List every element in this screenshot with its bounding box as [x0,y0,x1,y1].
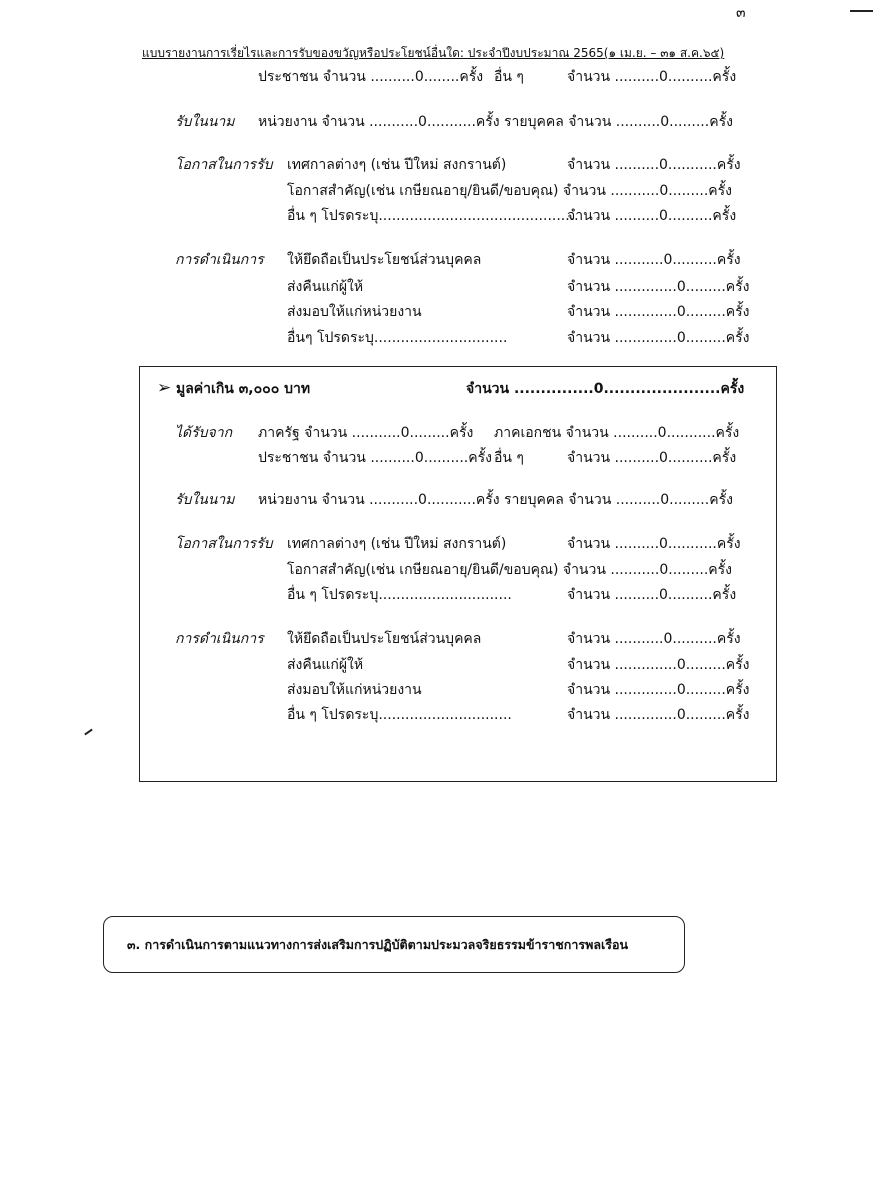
hand-to-agency-count: จำนวน ..............0.........ครั้ง [567,304,750,320]
box-action-heading: การดำเนินการ [175,631,264,647]
other-label: อื่น ๆ [494,69,524,85]
private-sector-count: ภาคเอกชน จำนวน ..........0...........ครั้ง [494,425,740,441]
box-personal-benefit: ให้ยึดถือเป็นประโยชน์ส่วนบุคคล [287,631,482,647]
box-other-specify: อื่น ๆ โปรดระบุ.............................. [287,587,512,603]
section-3-title: ๓. การดำเนินการตามแนวทางการส่งเสริมการปฏิบัติตามประมวลจริยธรรมข้าราชการพลเรือน [127,937,629,952]
box-other-action: อื่น ๆ โปรดระบุ.............................. [287,707,512,723]
page-number: ๓ [736,5,746,21]
box-festival-count: จำนวน ..........0...........ครั้ง [567,536,741,552]
festival-label: เทศกาลต่างๆ (เช่น ปีใหม่ สงกรานต์) [287,157,507,173]
box-other-action-count: จำนวน ..............0.........ครั้ง [567,707,750,723]
government-count: ภาครัฐ จำนวน ...........0.........ครั้ง [258,425,474,441]
scan-edge-mark [850,10,873,12]
return-to-giver-count: จำนวน ..............0.........ครั้ง [567,279,750,295]
box-return-to-giver-count: จำนวน ..............0.........ครั้ง [567,657,750,673]
box-other-label: อื่น ๆ [494,450,524,466]
box-other-count: จำนวน ..........0..........ครั้ง [567,450,737,466]
box-hand-to-agency: ส่งมอบให้แก่หน่วยงาน [287,682,422,698]
hand-to-agency: ส่งมอบให้แก่หน่วยงาน [287,304,422,320]
box-other-specify-count: จำนวน ..........0..........ครั้ง [567,587,737,603]
personal-benefit: ให้ยึดถือเป็นประโยชน์ส่วนบุคคล [287,252,482,268]
scan-tick-mark [84,729,93,736]
public-count: ประชาชน จำนวน ..........0........ครั้ง [258,69,484,85]
box-received-as-heading: รับในนาม [175,492,235,508]
agency-count: หน่วยงาน จำนวน ...........0...........ครั้ง [258,114,500,130]
box-return-to-giver: ส่งคืนแก่ผู้ให้ [287,657,364,673]
arrow-bullet-icon: ➢ [157,378,172,398]
over-3000-title: มูลค่าเกิน ๓,๐๐๐ บาท [176,381,311,397]
individual-count: รายบุคคล จำนวน ..........0.........ครั้ง [504,114,733,130]
box-personal-benefit-count: จำนวน ...........0..........ครั้ง [567,631,741,647]
other-action-count: จำนวน ..............0.........ครั้ง [567,330,750,346]
box-festival-label: เทศกาลต่างๆ (เช่น ปีใหม่ สงกรานต์) [287,536,507,552]
other-specify-count: จำนวน ..........0..........ครั้ง [567,208,737,224]
report-header: แบบรายงานการเรี่ยไรและการรับของขวัญหรือประโยชน์อื่นใด: ประจำปีงบประมาณ 2565(๑ เม.ย. – ๓๑ ส.ค.๖๕) [142,46,725,60]
received-from-heading: ได้รับจาก [175,425,233,441]
box-public-count: ประชาชน จำนวน ..........0..........ครั้ง [258,450,492,466]
box-important-occasion: โอกาสสำคัญ(เช่น เกษียณอายุ/ยินดี/ขอบคุณ) จำนวน ...........0.........ครั้ง [287,562,733,578]
occasion-heading: โอกาสในการรับ [175,157,273,173]
box-agency-count: หน่วยงาน จำนวน ...........0...........ครั้ง [258,492,500,508]
received-as-heading: รับในนาม [175,114,235,130]
other-action: อื่นๆ โปรดระบุ.............................. [287,330,508,346]
important-occasion: โอกาสสำคัญ(เช่น เกษียณอายุ/ยินดี/ขอบคุณ) จำนวน ...........0.........ครั้ง [287,183,733,199]
other-count: จำนวน ..........0..........ครั้ง [567,69,737,85]
return-to-giver: ส่งคืนแก่ผู้ให้ [287,279,364,295]
box-individual-count: รายบุคคล จำนวน ..........0.........ครั้ง [504,492,733,508]
over-3000-count: จำนวน ...............0......................ครั้ง [466,381,745,397]
box-occasion-heading: โอกาสในการรับ [175,536,273,552]
other-specify: อื่น ๆ โปรดระบุ............................................. [287,208,579,224]
box-hand-to-agency-count: จำนวน ..............0.........ครั้ง [567,682,750,698]
action-heading: การดำเนินการ [175,252,264,268]
festival-count: จำนวน ..........0...........ครั้ง [567,157,741,173]
personal-benefit-count: จำนวน ...........0..........ครั้ง [567,252,741,268]
